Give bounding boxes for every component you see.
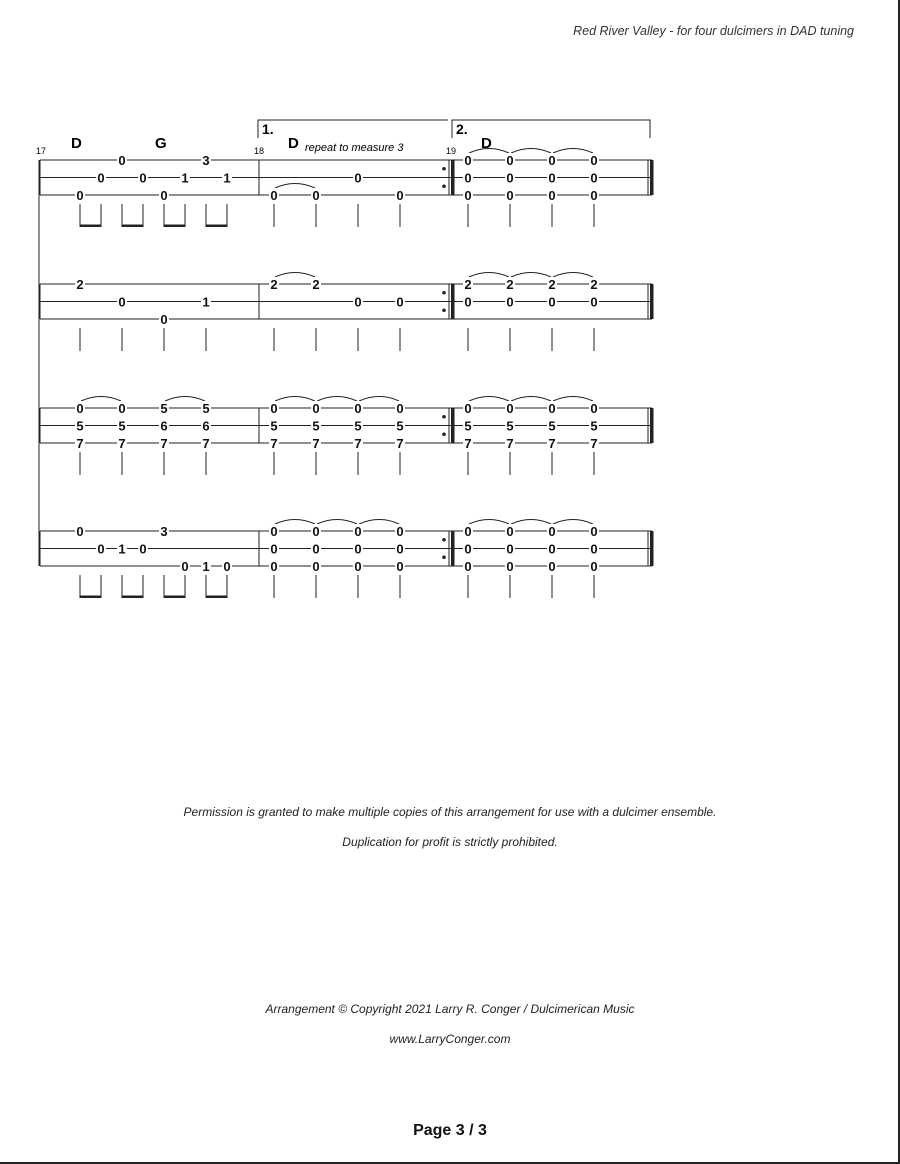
fret-number: 0 [160,188,168,203]
fret-number: 7 [160,436,168,451]
fret-number: 5 [548,418,556,434]
fret-number: 0 [548,153,556,168]
fret-number: 0 [76,188,84,203]
fret-number: 0 [548,188,556,203]
repeat-thick-barline [451,531,455,566]
fret-number: 0 [396,524,404,539]
header-title: Red River Valley - for four dulcimers in DAD tuning [573,24,854,38]
final-thick-barline [650,408,654,443]
tie-arc [511,149,551,154]
fret-number: 0 [312,401,320,416]
fret-number: 0 [464,401,472,416]
fret-number: 7 [590,436,598,451]
fret-number: 0 [506,170,514,186]
fret-number: 0 [118,294,126,310]
fret-number: 0 [118,401,126,416]
fret-number: 0 [464,153,472,168]
fret-number: 2 [270,277,278,292]
fret-number: 0 [223,559,231,574]
fret-number: 0 [590,541,598,557]
tie-arc [553,520,593,525]
fret-number: 1 [181,170,189,186]
eighth-beam [206,225,228,228]
fret-number: 0 [118,153,126,168]
copyright-notice: Arrangement © Copyright 2021 Larry R. Conger / Dulcimerican Music [265,1002,635,1016]
fret-number: 5 [312,418,320,434]
fret-number: 0 [548,524,556,539]
fret-number: 0 [590,170,598,186]
fret-number: 7 [548,436,556,451]
fret-number: 0 [396,188,404,203]
tablature-systems [40,149,654,599]
permission-notice: Permission is granted to make multiple copies of this arrangement for use with a dulcimer ensemble. [183,805,717,819]
fret-number: 7 [312,436,320,451]
fret-number: 0 [354,401,362,416]
fret-number: 0 [590,401,598,416]
fret-number: 5 [76,418,84,434]
fret-number: 0 [396,401,404,416]
fret-number: 0 [590,153,598,168]
fret-number: 3 [202,153,210,168]
fret-number: 7 [118,436,126,451]
fret-number: 0 [270,559,278,574]
fret-number: 0 [590,188,598,203]
repeat-thick-barline [451,160,455,195]
fret-number: 6 [202,418,210,434]
eighth-beam [122,596,144,599]
fret-number: 0 [354,524,362,539]
fret-number: 0 [312,559,320,574]
tie-arc [553,397,593,402]
repeat-thick-barline [451,284,455,319]
second-ending-label: 2. [456,121,468,137]
repeat-instruction: repeat to measure 3 [305,142,404,154]
first-ending-label: 1. [262,121,274,137]
repeat-dot [442,167,446,171]
tie-arc [511,520,551,525]
fret-number: 0 [396,559,404,574]
repeat-thick-barline [451,408,455,443]
fret-number: 2 [312,277,320,292]
fret-number: 3 [160,524,168,539]
fret-number: 7 [202,436,210,451]
duplication-notice: Duplication for profit is strictly prohibited. [342,835,558,849]
fret-number: 0 [548,170,556,186]
fret-number: 0 [160,312,168,327]
chord-name: D [481,135,492,152]
fret-number: 5 [506,418,514,434]
fret-number: 0 [506,541,514,557]
fret-number: 0 [590,559,598,574]
tie-arc [469,520,509,525]
eighth-beam [80,596,102,599]
fret-number: 0 [312,188,320,203]
fret-number: 0 [464,541,472,557]
final-thick-barline [650,531,654,566]
fret-number: 0 [548,401,556,416]
measure-number-19: 19 [446,146,457,156]
fret-number: 0 [548,294,556,310]
tie-arc [469,397,509,402]
tie-arc [275,273,315,278]
tie-arc [275,397,315,402]
fret-number: 5 [202,401,210,416]
fret-number: 0 [464,188,472,203]
eighth-beam [122,225,144,228]
system-dulcimer-3 [40,397,654,476]
fret-number: 0 [396,541,404,557]
fret-number: 0 [312,524,320,539]
fret-number: 0 [354,294,362,310]
page-number: Page 3 / 3 [413,1122,487,1139]
fret-number: 2 [464,277,472,292]
fret-number: 0 [506,524,514,539]
fret-number: 0 [354,559,362,574]
tie-arc [553,273,593,278]
fret-number: 0 [464,524,472,539]
fret-number: 0 [139,170,147,186]
fret-number: 2 [506,277,514,292]
system-dulcimer-1 [40,149,654,228]
fret-number: 0 [506,401,514,416]
fret-number: 0 [506,188,514,203]
fret-number: 0 [548,541,556,557]
chord-name: G [155,135,167,152]
repeat-dot [442,184,446,188]
fret-number: 7 [76,436,84,451]
repeat-dot [442,432,446,436]
fret-number: 0 [354,170,362,186]
fret-number: 0 [270,188,278,203]
fret-number: 0 [76,401,84,416]
measure-number-17: 17 [36,146,47,156]
tie-arc [275,184,315,189]
fret-number: 7 [506,436,514,451]
fret-number: 0 [312,541,320,557]
fret-number: 0 [548,559,556,574]
tie-arc [81,397,121,402]
first-ending-bracket [258,120,448,138]
fret-number: 2 [548,277,556,292]
repeat-dot [442,291,446,295]
fret-number: 0 [270,401,278,416]
fret-number: 0 [396,294,404,310]
fret-number: 0 [181,559,189,574]
repeat-dot [442,308,446,312]
fret-number: 7 [354,436,362,451]
fret-number: 1 [202,559,210,574]
fret-number: 7 [270,436,278,451]
fret-number: 1 [118,541,126,557]
eighth-beam [164,225,186,228]
fret-number: 0 [590,524,598,539]
system-dulcimer-2 [40,273,654,352]
fret-number: 0 [270,524,278,539]
fret-number: 0 [270,541,278,557]
measure-number-18: 18 [254,146,265,156]
final-thick-barline [650,284,654,319]
fret-number: 5 [354,418,362,434]
fret-number: 7 [464,436,472,451]
chord-name: D [288,135,299,152]
fret-number: 1 [202,294,210,310]
fret-number: 5 [118,418,126,434]
fret-number: 2 [590,277,598,292]
fret-number: 0 [354,541,362,557]
repeat-dot [442,555,446,559]
fret-number: 0 [139,541,147,557]
system-dulcimer-4 [40,520,654,599]
fret-number: 5 [270,418,278,434]
tie-arc [511,397,551,402]
fret-number: 0 [464,559,472,574]
tie-arc [165,397,205,402]
fret-number: 5 [160,401,168,416]
tie-arc [359,520,399,525]
eighth-beam [164,596,186,599]
fret-number: 0 [97,170,105,186]
chord-name: D [71,135,82,152]
fret-number: 1 [223,170,231,186]
website-link[interactable]: www.LarryConger.com [389,1032,511,1046]
tie-arc [469,273,509,278]
fret-number: 5 [396,418,404,434]
tie-arc [359,397,399,402]
score-decorations [36,120,650,566]
eighth-beam [80,225,102,228]
fret-number: 0 [76,524,84,539]
fret-number: 5 [464,418,472,434]
tie-arc [317,520,357,525]
tie-arc [511,273,551,278]
fret-number: 7 [396,436,404,451]
fret-number: 5 [590,418,598,434]
fret-number: 0 [590,294,598,310]
tie-arc [553,149,593,154]
eighth-beam [206,596,228,599]
tie-arc [275,520,315,525]
fret-number: 0 [506,153,514,168]
fret-number: 6 [160,418,168,434]
repeat-dot [442,415,446,419]
fret-number: 0 [506,294,514,310]
fret-number: 2 [76,277,84,292]
repeat-dot [442,538,446,542]
fret-number: 0 [464,170,472,186]
tie-arc [317,397,357,402]
fret-number: 0 [97,541,105,557]
fret-number: 0 [464,294,472,310]
final-thick-barline [650,160,654,195]
fret-number: 0 [506,559,514,574]
